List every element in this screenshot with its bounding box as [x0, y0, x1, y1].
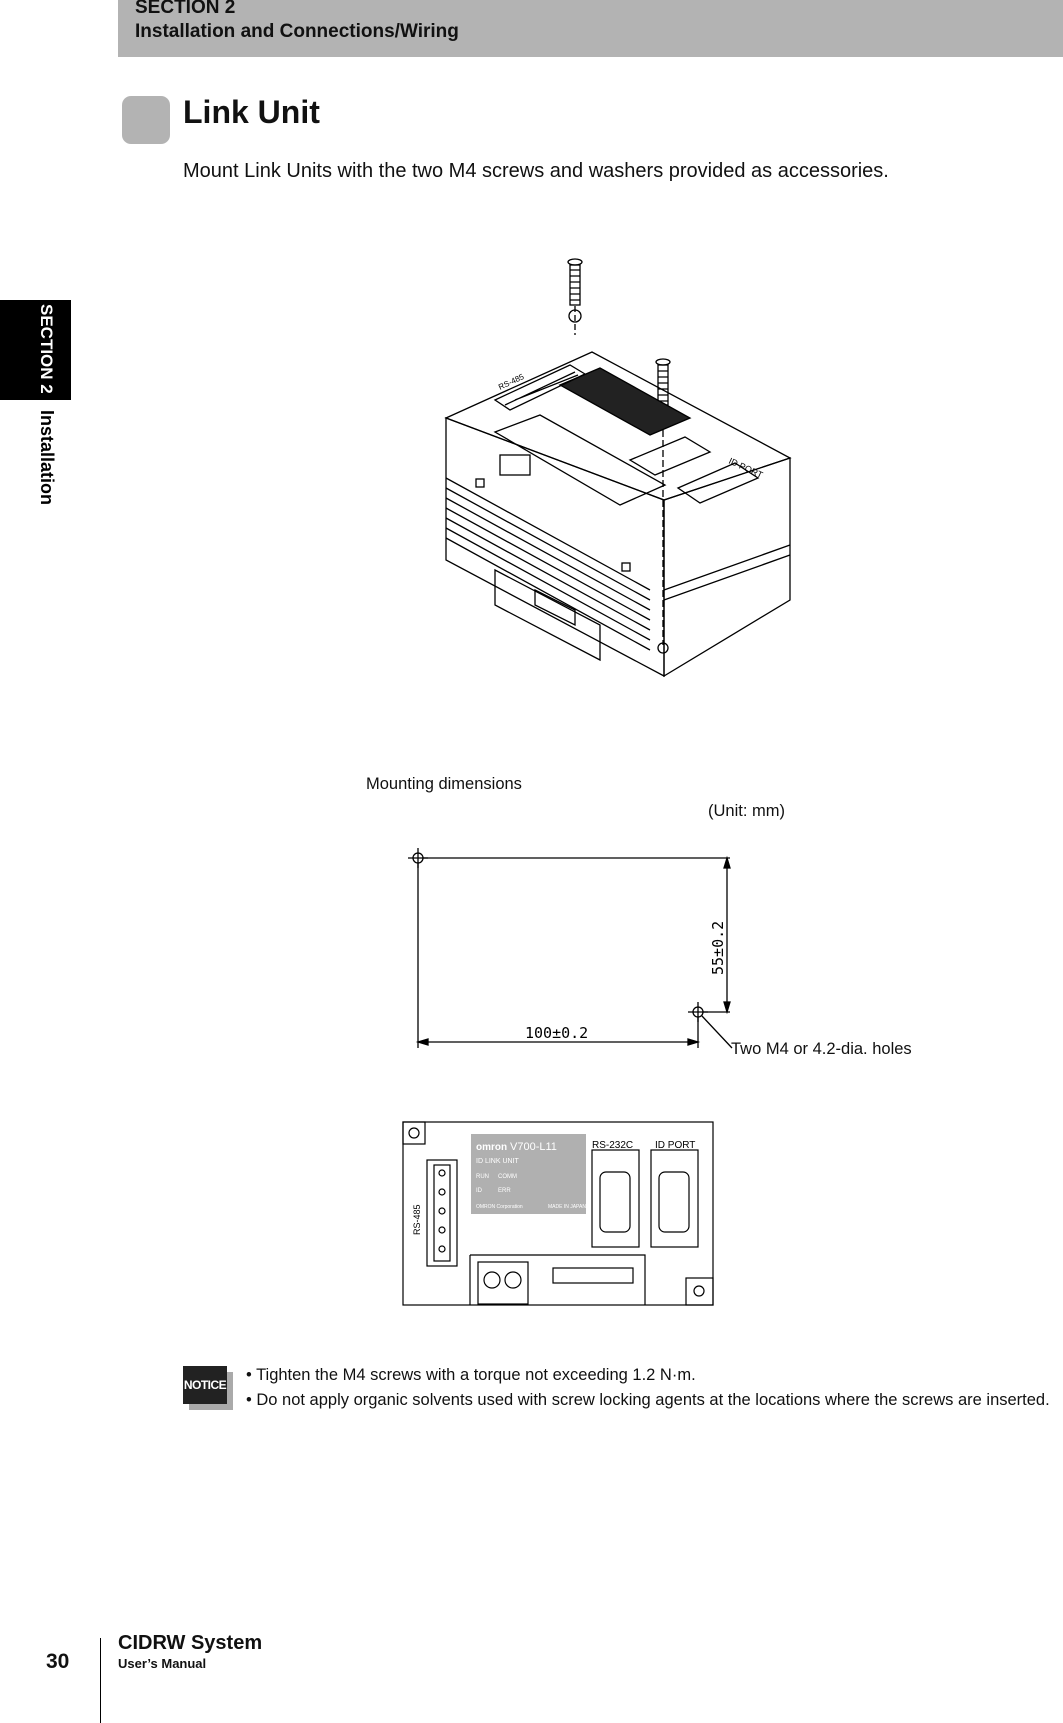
- front-comm: COMM: [498, 1174, 517, 1180]
- page-title: Link Unit: [183, 94, 320, 130]
- heading-marker: [122, 96, 170, 144]
- footer-manual: User’s Manual: [118, 1656, 207, 1671]
- iso-id-port-label: ID PORT: [727, 455, 765, 481]
- mounting-dimensions-drawing: [400, 845, 740, 1055]
- footer-product: CIDRW System: [118, 1632, 263, 1654]
- holes-note: Two M4 or 4.2-dia. holes: [731, 1040, 912, 1058]
- front-err: ERR: [498, 1188, 511, 1194]
- front-corp: OMRON Corporation: [476, 1204, 523, 1210]
- header-section: SECTION 2: [135, 0, 236, 18]
- front-brand: omron: [476, 1142, 508, 1153]
- front-made: MADE IN JAPAN: [548, 1204, 586, 1210]
- front-model: V700-L11: [510, 1141, 557, 1153]
- unit-caption: (Unit: mm): [708, 802, 785, 820]
- link-unit-front-view: [400, 1118, 720, 1308]
- front-id-port: ID PORT: [655, 1140, 696, 1151]
- horizontal-dimension: 100±0.2: [525, 1024, 589, 1042]
- notice-item: • Tighten the M4 screws with a torque not exceeding 1.2 N·m.: [246, 1366, 696, 1384]
- link-unit-isometric-drawing: [440, 250, 800, 685]
- notice-item: • Do not apply organic solvents used with screw locking agents at the locations where the screws are inserted.: [246, 1391, 1050, 1409]
- intro-text: Mount Link Units with the two M4 screws and washers provided as accessories.: [183, 160, 889, 182]
- side-section-label: SECTION 2: [37, 304, 56, 394]
- front-rs232c: RS-232C: [592, 1140, 634, 1151]
- side-installation-label: Installation: [37, 410, 57, 506]
- front-unit-name: ID LINK UNIT: [476, 1158, 519, 1165]
- page-number: 30: [46, 1650, 70, 1673]
- front-run: RUN: [476, 1174, 489, 1180]
- notice-icon: NOTICE: [183, 1366, 233, 1410]
- front-rs485: RS-485: [412, 1204, 422, 1235]
- front-id: ID: [476, 1188, 482, 1194]
- vertical-dimension: 55±0.2: [709, 920, 727, 975]
- iso-rs485-label: RS-485: [497, 372, 526, 392]
- footer-divider: [100, 1638, 101, 1723]
- notice-list: [246, 1363, 1050, 1413]
- header-title: Installation and Connections/Wiring: [135, 21, 459, 42]
- mounting-caption: Mounting dimensions: [366, 775, 522, 793]
